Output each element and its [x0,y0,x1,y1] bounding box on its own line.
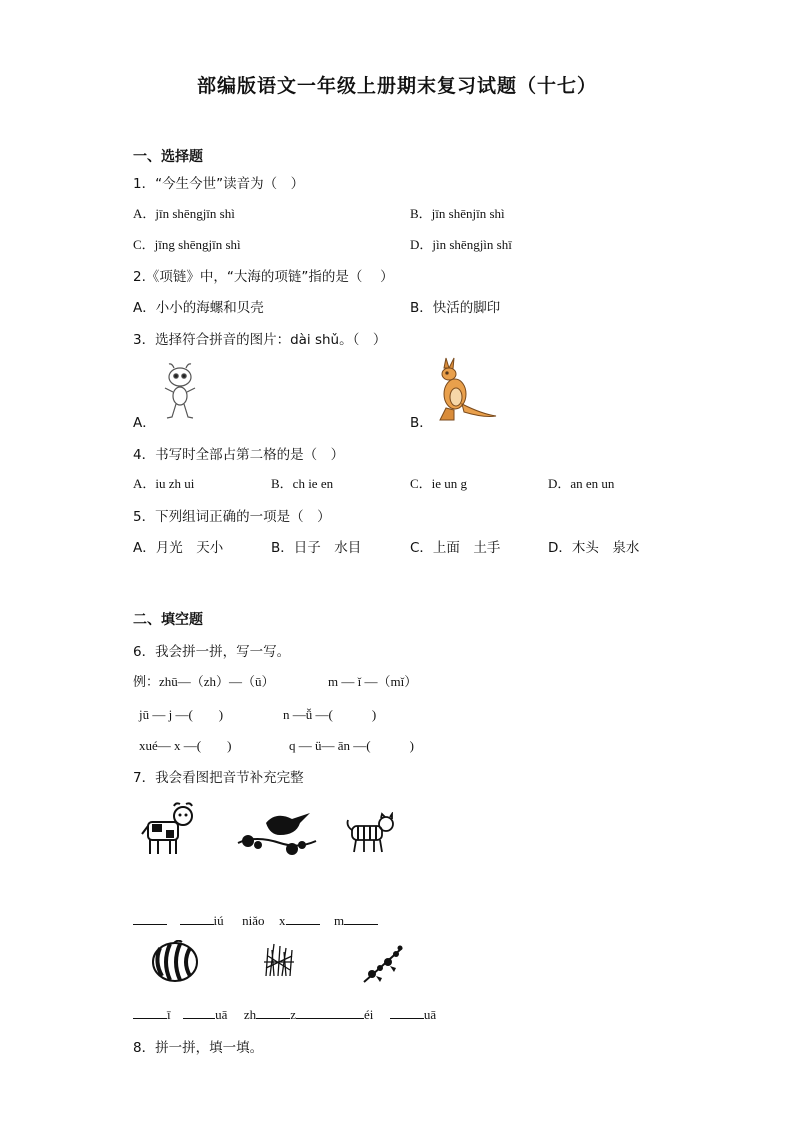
syllable-fragment: éi [363,1007,374,1022]
question-3-option-b[interactable]: B． [410,415,433,431]
blank-7[interactable] [256,1005,290,1019]
question-1-option-a[interactable]: A．jīn shēngjīn shì [133,206,235,221]
blank-4[interactable] [344,911,378,925]
question-6-stem: 6．我会拼一拼，写一写。 [133,644,291,660]
syllable-fragment: zh [243,1007,257,1022]
syllable-fragment: uā [423,1007,437,1022]
syllable-fragment: x [279,913,286,928]
bird-icon [236,805,320,857]
kangaroo-icon [434,356,498,424]
question-1-stem: 1．“今生今世”读音为（ ） [133,176,305,192]
grass-icon [260,942,298,978]
flower-icon [360,944,406,984]
watermelon-icon [150,940,200,984]
blank-3[interactable] [286,911,320,925]
ant-icon [160,362,202,424]
question-4-option-d[interactable]: D．an en un [548,476,615,491]
question-4-option-a[interactable]: A．iu zh ui [133,476,195,491]
question-5-option-b[interactable]: B．日子 水目 [271,540,362,556]
blank-1[interactable] [133,911,167,925]
question-2-option-a[interactable]: A．小小的海螺和贝壳 [133,300,264,316]
question-5-option-a[interactable]: A．月光 天小 [133,540,224,556]
question-7-row-2 [133,1005,436,1023]
question-2-stem: 2.《项链》中，“大海的项链”指的是（ ） [133,269,394,285]
syllable-fragment: iú [213,913,224,928]
syllable-fragment: m [334,913,345,928]
syllable-fragment: niǎo [242,913,265,928]
question-5-option-d[interactable]: D．木头 泉水 [548,540,640,556]
question-6-item-4[interactable]: q — ü— ān —( ) [289,738,414,753]
question-4-option-c[interactable]: C．ie un g [410,476,468,491]
syllable-fragment: ī [167,1007,171,1022]
question-5-option-c[interactable]: C．上面 土手 [410,540,501,556]
page-title: 部编版语文一年级上册期末复习试题（十七） [196,75,597,97]
question-4-option-b[interactable]: B．ch ie en [271,476,334,491]
question-6-item-1[interactable]: jū — j —( ) [139,707,224,722]
section-heading-choice: 一、选择题 [133,149,203,165]
question-5-stem: 5．下列组词正确的一项是（ ） [133,509,331,525]
question-4-stem: 4．书写时全部占第二格的是（ ） [133,447,345,463]
blank-9[interactable] [390,1005,424,1019]
question-7-row-1 [133,911,378,929]
cow-icon [140,800,204,856]
question-6-item-3[interactable]: xué— x —( ) [139,738,232,753]
section-heading-fill: 二、填空题 [133,612,203,628]
blank-5[interactable] [133,1005,167,1019]
blank-8[interactable] [296,1005,364,1019]
blank-2[interactable] [180,911,214,925]
syllable-fragment: uā [215,1007,228,1022]
question-7-stem: 7．我会看图把音节补充完整 [133,770,304,786]
question-1-option-d[interactable]: D．jìn shēngjìn shī [410,237,512,252]
blank-6[interactable] [183,1005,215,1019]
tiger-icon [346,812,400,854]
question-8-stem: 8．拼一拼，填一填。 [133,1040,264,1056]
question-2-option-b[interactable]: B．快活的脚印 [410,300,501,316]
question-6-item-2[interactable]: n —ǚ —( ) [283,707,377,722]
question-1-option-b[interactable]: B．jīn shēnjīn shì [410,206,505,221]
question-6-example-1: 例：zhū—（zh）—（ū） [133,674,275,689]
syllable-fragment: z [290,1007,296,1022]
question-3-stem: 3．选择符合拼音的图片：dài shǔ。（ ） [133,332,387,348]
question-1-option-c[interactable]: C．jīng shēngjīn shì [133,237,241,252]
question-6-example-2: m — ǐ —（mǐ） [328,674,418,689]
question-3-option-a[interactable]: A． [133,415,156,431]
